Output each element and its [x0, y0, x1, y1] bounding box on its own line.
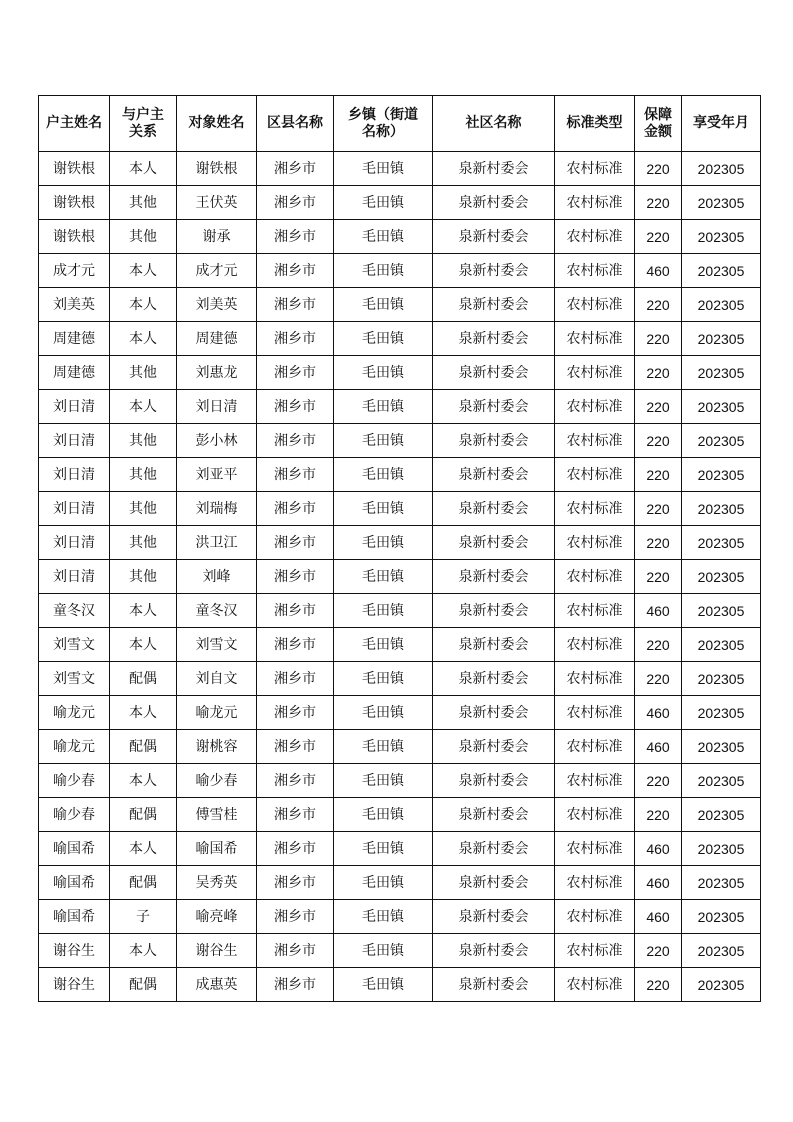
cell-standard-type: 农村标准 [555, 322, 635, 356]
cell-relation: 本人 [110, 628, 177, 662]
cell-subject-name: 谢桃容 [177, 730, 257, 764]
cell-standard-type: 农村标准 [555, 764, 635, 798]
cell-relation: 本人 [110, 390, 177, 424]
table-row [39, 730, 761, 764]
cell-relation: 本人 [110, 254, 177, 288]
header-relation-line1: 与户主 [122, 106, 164, 123]
cell-household-head: 童冬汉 [39, 594, 110, 628]
cell-county: 湘乡市 [257, 832, 334, 866]
cell-county: 湘乡市 [257, 798, 334, 832]
cell-month: 202305 [682, 968, 761, 1002]
cell-household-head: 刘日清 [39, 390, 110, 424]
cell-subject-name: 彭小林 [177, 424, 257, 458]
cell-month: 202305 [682, 254, 761, 288]
table-row [39, 152, 761, 186]
cell-community: 泉新村委会 [433, 322, 555, 356]
cell-county: 湘乡市 [257, 356, 334, 390]
cell-county: 湘乡市 [257, 730, 334, 764]
cell-relation: 配偶 [110, 730, 177, 764]
cell-county: 湘乡市 [257, 594, 334, 628]
cell-subject-name: 刘瑞梅 [177, 492, 257, 526]
cell-county: 湘乡市 [257, 526, 334, 560]
cell-county: 湘乡市 [257, 424, 334, 458]
cell-amount: 220 [635, 560, 682, 594]
cell-subject-name: 周建德 [177, 322, 257, 356]
cell-community: 泉新村委会 [433, 594, 555, 628]
cell-community: 泉新村委会 [433, 662, 555, 696]
cell-amount: 220 [635, 390, 682, 424]
cell-month: 202305 [682, 628, 761, 662]
cell-relation: 本人 [110, 594, 177, 628]
cell-household-head: 喻龙元 [39, 730, 110, 764]
cell-household-head: 周建德 [39, 322, 110, 356]
cell-month: 202305 [682, 424, 761, 458]
cell-standard-type: 农村标准 [555, 492, 635, 526]
table-row [39, 832, 761, 866]
cell-amount: 220 [635, 186, 682, 220]
cell-standard-type: 农村标准 [555, 594, 635, 628]
cell-relation: 其他 [110, 220, 177, 254]
table-row [39, 492, 761, 526]
cell-month: 202305 [682, 900, 761, 934]
cell-community: 泉新村委会 [433, 186, 555, 220]
cell-community: 泉新村委会 [433, 458, 555, 492]
cell-month: 202305 [682, 560, 761, 594]
header-amount-line2: 金额 [644, 123, 672, 140]
cell-month: 202305 [682, 390, 761, 424]
cell-town: 毛田镇 [334, 968, 433, 1002]
cell-subject-name: 刘雪文 [177, 628, 257, 662]
cell-subject-name: 喻国希 [177, 832, 257, 866]
cell-subject-name: 刘惠龙 [177, 356, 257, 390]
cell-relation: 配偶 [110, 968, 177, 1002]
cell-household-head: 谢谷生 [39, 968, 110, 1002]
cell-month: 202305 [682, 798, 761, 832]
header-standard-type: 标准类型 [555, 96, 635, 152]
cell-standard-type: 农村标准 [555, 152, 635, 186]
cell-amount: 460 [635, 696, 682, 730]
cell-relation: 其他 [110, 560, 177, 594]
cell-standard-type: 农村标准 [555, 254, 635, 288]
cell-amount: 220 [635, 152, 682, 186]
cell-community: 泉新村委会 [433, 628, 555, 662]
cell-subject-name: 谢铁根 [177, 152, 257, 186]
cell-community: 泉新村委会 [433, 492, 555, 526]
cell-community: 泉新村委会 [433, 288, 555, 322]
cell-amount: 460 [635, 832, 682, 866]
cell-month: 202305 [682, 492, 761, 526]
cell-county: 湘乡市 [257, 254, 334, 288]
header-town-line2: 名称） [362, 123, 404, 140]
cell-household-head: 刘雪文 [39, 628, 110, 662]
cell-county: 湘乡市 [257, 220, 334, 254]
cell-subject-name: 谢谷生 [177, 934, 257, 968]
header-row [39, 96, 761, 152]
cell-town: 毛田镇 [334, 934, 433, 968]
table-row [39, 424, 761, 458]
cell-county: 湘乡市 [257, 764, 334, 798]
cell-community: 泉新村委会 [433, 900, 555, 934]
cell-town: 毛田镇 [334, 560, 433, 594]
table-row [39, 220, 761, 254]
cell-community: 泉新村委会 [433, 798, 555, 832]
cell-subject-name: 喻亮峰 [177, 900, 257, 934]
header-amount [635, 96, 682, 152]
cell-month: 202305 [682, 322, 761, 356]
table-row [39, 526, 761, 560]
cell-community: 泉新村委会 [433, 730, 555, 764]
cell-town: 毛田镇 [334, 900, 433, 934]
cell-relation: 本人 [110, 322, 177, 356]
cell-household-head: 刘日清 [39, 526, 110, 560]
header-subject-name: 对象姓名 [177, 96, 257, 152]
header-relation-line2: 关系 [129, 123, 157, 140]
header-town-line1: 乡镇（街道 [348, 106, 418, 123]
cell-town: 毛田镇 [334, 254, 433, 288]
cell-county: 湘乡市 [257, 968, 334, 1002]
cell-standard-type: 农村标准 [555, 866, 635, 900]
cell-standard-type: 农村标准 [555, 798, 635, 832]
cell-household-head: 喻国希 [39, 866, 110, 900]
cell-standard-type: 农村标准 [555, 696, 635, 730]
header-community: 社区名称 [433, 96, 555, 152]
cell-county: 湘乡市 [257, 458, 334, 492]
cell-county: 湘乡市 [257, 696, 334, 730]
cell-county: 湘乡市 [257, 662, 334, 696]
cell-standard-type: 农村标准 [555, 390, 635, 424]
cell-town: 毛田镇 [334, 492, 433, 526]
cell-relation: 其他 [110, 424, 177, 458]
cell-month: 202305 [682, 356, 761, 390]
cell-relation: 其他 [110, 526, 177, 560]
table-row [39, 662, 761, 696]
cell-county: 湘乡市 [257, 152, 334, 186]
cell-amount: 460 [635, 594, 682, 628]
cell-county: 湘乡市 [257, 322, 334, 356]
header-month: 享受年月 [682, 96, 761, 152]
cell-town: 毛田镇 [334, 594, 433, 628]
cell-month: 202305 [682, 288, 761, 322]
cell-county: 湘乡市 [257, 288, 334, 322]
table-row [39, 254, 761, 288]
cell-town: 毛田镇 [334, 390, 433, 424]
cell-amount: 220 [635, 968, 682, 1002]
cell-amount: 220 [635, 458, 682, 492]
cell-subject-name: 谢承 [177, 220, 257, 254]
cell-standard-type: 农村标准 [555, 424, 635, 458]
table-row [39, 356, 761, 390]
cell-standard-type: 农村标准 [555, 900, 635, 934]
cell-subject-name: 童冬汉 [177, 594, 257, 628]
cell-relation: 其他 [110, 186, 177, 220]
cell-relation: 子 [110, 900, 177, 934]
cell-subject-name: 王伏英 [177, 186, 257, 220]
cell-household-head: 喻国希 [39, 832, 110, 866]
cell-standard-type: 农村标准 [555, 832, 635, 866]
cell-community: 泉新村委会 [433, 764, 555, 798]
cell-town: 毛田镇 [334, 356, 433, 390]
cell-household-head: 刘日清 [39, 560, 110, 594]
table-row [39, 900, 761, 934]
cell-county: 湘乡市 [257, 866, 334, 900]
table-row [39, 696, 761, 730]
cell-amount: 220 [635, 288, 682, 322]
cell-amount: 220 [635, 764, 682, 798]
cell-standard-type: 农村标准 [555, 730, 635, 764]
cell-community: 泉新村委会 [433, 526, 555, 560]
cell-standard-type: 农村标准 [555, 628, 635, 662]
table-row [39, 594, 761, 628]
cell-relation: 本人 [110, 832, 177, 866]
cell-household-head: 喻龙元 [39, 696, 110, 730]
cell-town: 毛田镇 [334, 662, 433, 696]
cell-community: 泉新村委会 [433, 560, 555, 594]
cell-community: 泉新村委会 [433, 424, 555, 458]
cell-month: 202305 [682, 526, 761, 560]
table-row [39, 322, 761, 356]
cell-town: 毛田镇 [334, 866, 433, 900]
cell-relation: 其他 [110, 356, 177, 390]
cell-county: 湘乡市 [257, 186, 334, 220]
cell-community: 泉新村委会 [433, 152, 555, 186]
cell-month: 202305 [682, 458, 761, 492]
header-town [334, 96, 433, 152]
cell-amount: 460 [635, 900, 682, 934]
cell-month: 202305 [682, 220, 761, 254]
cell-town: 毛田镇 [334, 288, 433, 322]
cell-standard-type: 农村标准 [555, 220, 635, 254]
cell-community: 泉新村委会 [433, 390, 555, 424]
cell-month: 202305 [682, 866, 761, 900]
cell-town: 毛田镇 [334, 424, 433, 458]
cell-month: 202305 [682, 730, 761, 764]
cell-town: 毛田镇 [334, 730, 433, 764]
cell-community: 泉新村委会 [433, 866, 555, 900]
cell-amount: 220 [635, 526, 682, 560]
cell-month: 202305 [682, 934, 761, 968]
cell-amount: 220 [635, 798, 682, 832]
header-amount-line1: 保障 [644, 106, 672, 123]
cell-subject-name: 刘亚平 [177, 458, 257, 492]
cell-month: 202305 [682, 152, 761, 186]
cell-subject-name: 刘日清 [177, 390, 257, 424]
cell-town: 毛田镇 [334, 832, 433, 866]
cell-relation: 配偶 [110, 798, 177, 832]
cell-community: 泉新村委会 [433, 832, 555, 866]
table-row [39, 866, 761, 900]
cell-standard-type: 农村标准 [555, 560, 635, 594]
cell-subject-name: 喻龙元 [177, 696, 257, 730]
cell-standard-type: 农村标准 [555, 288, 635, 322]
cell-community: 泉新村委会 [433, 696, 555, 730]
cell-amount: 460 [635, 254, 682, 288]
cell-household-head: 谢铁根 [39, 186, 110, 220]
table-row [39, 628, 761, 662]
cell-town: 毛田镇 [334, 764, 433, 798]
cell-household-head: 刘日清 [39, 424, 110, 458]
cell-relation: 本人 [110, 934, 177, 968]
cell-month: 202305 [682, 662, 761, 696]
cell-amount: 220 [635, 662, 682, 696]
cell-community: 泉新村委会 [433, 220, 555, 254]
cell-relation: 其他 [110, 458, 177, 492]
cell-county: 湘乡市 [257, 934, 334, 968]
cell-relation: 本人 [110, 288, 177, 322]
table-row [39, 934, 761, 968]
cell-standard-type: 农村标准 [555, 662, 635, 696]
cell-amount: 220 [635, 628, 682, 662]
table-row [39, 764, 761, 798]
cell-town: 毛田镇 [334, 628, 433, 662]
cell-month: 202305 [682, 764, 761, 798]
cell-relation: 配偶 [110, 662, 177, 696]
header-household-head: 户主姓名 [39, 96, 110, 152]
header-county: 区县名称 [257, 96, 334, 152]
cell-household-head: 谢铁根 [39, 220, 110, 254]
cell-community: 泉新村委会 [433, 356, 555, 390]
header-relation [110, 96, 177, 152]
table-row [39, 390, 761, 424]
cell-town: 毛田镇 [334, 220, 433, 254]
cell-household-head: 周建德 [39, 356, 110, 390]
table-body [39, 152, 761, 1002]
cell-household-head: 刘日清 [39, 458, 110, 492]
cell-month: 202305 [682, 594, 761, 628]
cell-amount: 460 [635, 866, 682, 900]
cell-standard-type: 农村标准 [555, 186, 635, 220]
cell-relation: 本人 [110, 152, 177, 186]
cell-county: 湘乡市 [257, 390, 334, 424]
cell-standard-type: 农村标准 [555, 968, 635, 1002]
cell-amount: 220 [635, 424, 682, 458]
cell-household-head: 喻国希 [39, 900, 110, 934]
cell-town: 毛田镇 [334, 458, 433, 492]
cell-town: 毛田镇 [334, 152, 433, 186]
cell-household-head: 刘日清 [39, 492, 110, 526]
table-header [39, 96, 761, 152]
table-row [39, 458, 761, 492]
cell-community: 泉新村委会 [433, 254, 555, 288]
cell-amount: 220 [635, 220, 682, 254]
cell-amount: 220 [635, 934, 682, 968]
table-row [39, 288, 761, 322]
cell-county: 湘乡市 [257, 560, 334, 594]
cell-subject-name: 洪卫江 [177, 526, 257, 560]
cell-town: 毛田镇 [334, 322, 433, 356]
cell-household-head: 谢铁根 [39, 152, 110, 186]
cell-amount: 220 [635, 492, 682, 526]
cell-county: 湘乡市 [257, 492, 334, 526]
cell-household-head: 成才元 [39, 254, 110, 288]
cell-subject-name: 傅雪桂 [177, 798, 257, 832]
cell-household-head: 喻少春 [39, 764, 110, 798]
cell-subject-name: 刘峰 [177, 560, 257, 594]
cell-town: 毛田镇 [334, 696, 433, 730]
subsidy-roster-table [38, 95, 761, 1002]
cell-month: 202305 [682, 832, 761, 866]
cell-town: 毛田镇 [334, 186, 433, 220]
cell-relation: 本人 [110, 764, 177, 798]
cell-county: 湘乡市 [257, 900, 334, 934]
cell-subject-name: 喻少春 [177, 764, 257, 798]
cell-amount: 220 [635, 356, 682, 390]
cell-household-head: 谢谷生 [39, 934, 110, 968]
cell-subject-name: 成惠英 [177, 968, 257, 1002]
cell-relation: 配偶 [110, 866, 177, 900]
cell-subject-name: 刘自文 [177, 662, 257, 696]
cell-standard-type: 农村标准 [555, 458, 635, 492]
cell-household-head: 刘美英 [39, 288, 110, 322]
cell-county: 湘乡市 [257, 628, 334, 662]
cell-month: 202305 [682, 696, 761, 730]
cell-relation: 本人 [110, 696, 177, 730]
cell-community: 泉新村委会 [433, 968, 555, 1002]
table-row [39, 968, 761, 1002]
cell-household-head: 刘雪文 [39, 662, 110, 696]
cell-subject-name: 吴秀英 [177, 866, 257, 900]
cell-household-head: 喻少春 [39, 798, 110, 832]
cell-subject-name: 刘美英 [177, 288, 257, 322]
cell-town: 毛田镇 [334, 526, 433, 560]
cell-town: 毛田镇 [334, 798, 433, 832]
cell-standard-type: 农村标准 [555, 526, 635, 560]
cell-relation: 其他 [110, 492, 177, 526]
cell-standard-type: 农村标准 [555, 356, 635, 390]
table-row [39, 186, 761, 220]
cell-subject-name: 成才元 [177, 254, 257, 288]
table-row [39, 798, 761, 832]
table-row [39, 560, 761, 594]
cell-community: 泉新村委会 [433, 934, 555, 968]
cell-month: 202305 [682, 186, 761, 220]
cell-amount: 220 [635, 322, 682, 356]
cell-amount: 460 [635, 730, 682, 764]
cell-standard-type: 农村标准 [555, 934, 635, 968]
